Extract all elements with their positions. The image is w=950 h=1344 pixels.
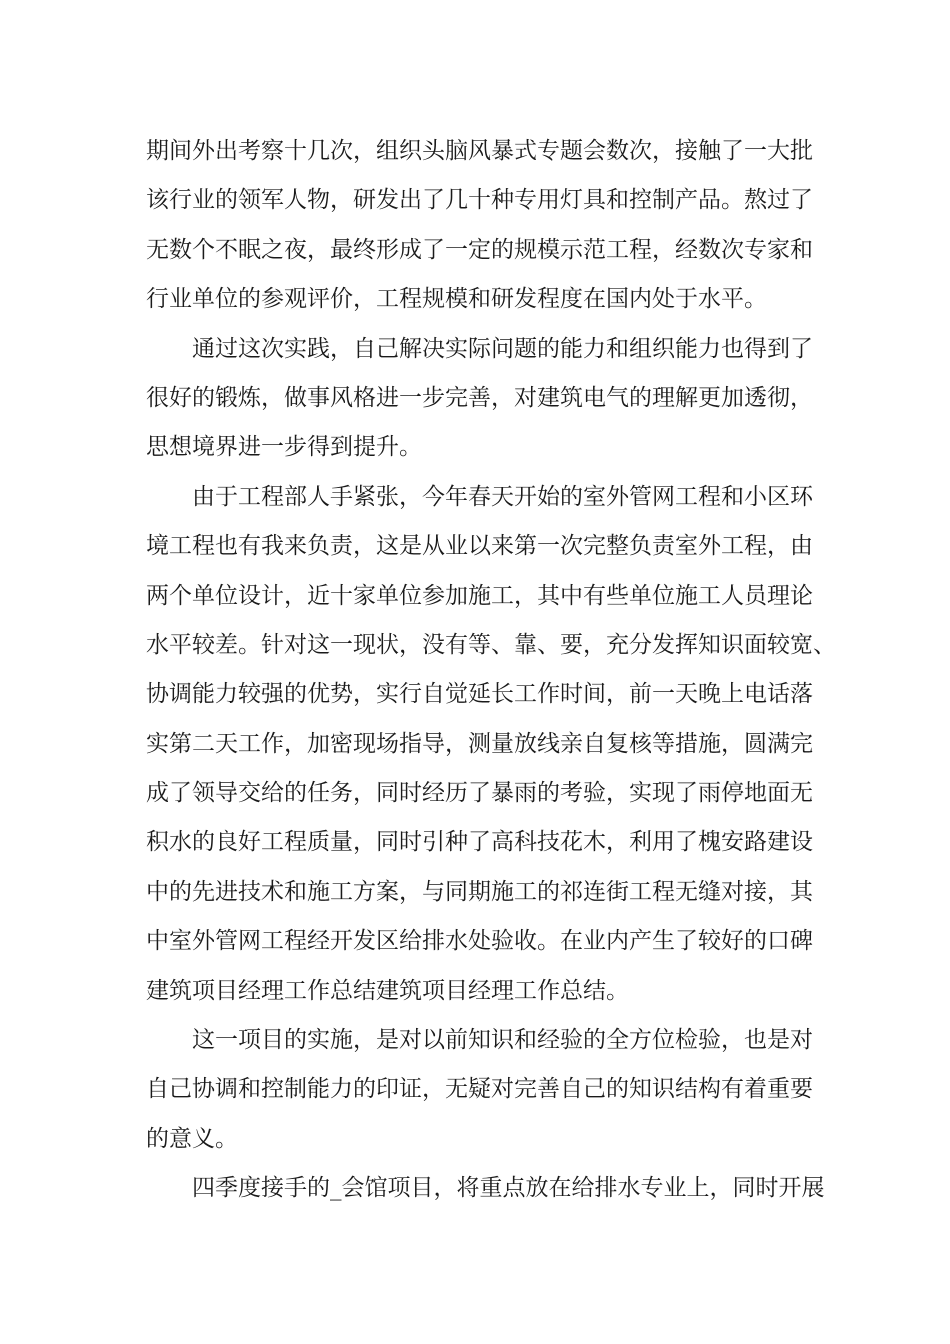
paragraph <box>146 127 846 325</box>
text-line: 的意义。 <box>146 1125 238 1152</box>
text-line: 该行业的领军人物，研发出了几十种专用灯具和控制产品。熬过了 <box>146 187 813 214</box>
text-line: 四季度接手的_会馆项目，将重点放在给排水专业上，同时开展 <box>192 1175 825 1202</box>
text-line: 思想境界进一步得到提升。 <box>146 434 422 461</box>
text-line: 中室外管网工程经开发区给排水处验收。在业内产生了较好的口碑 <box>146 928 813 955</box>
body-text <box>146 127 846 1214</box>
text-line: 两个单位设计，近十家单位参加施工，其中有些单位施工人员理论 <box>146 582 813 609</box>
text-line: 期间外出考察十几次，组织头脑风暴式专题会数次，接触了一大批 <box>146 138 813 164</box>
text-line: 实第二天工作，加密现场指导，测量放线亲自复核等措施，圆满完 <box>146 730 813 757</box>
paragraph <box>146 473 846 1016</box>
text-line: 中的先进技术和施工方案，与同期施工的祁连街工程无缝对接，其 <box>146 878 813 905</box>
text-line: 通过这次实践，自己解决实际问题的能力和组织能力也得到了 <box>192 335 813 362</box>
text-line: 协调能力较强的优势，实行自觉延长工作时间，前一天晚上电话落 <box>146 681 813 708</box>
text-line: 行业单位的参观评价，工程规模和研发程度在国内处于水平。 <box>146 286 767 313</box>
paragraph <box>146 1164 846 1213</box>
text-line: 建筑项目经理工作总结建筑项目经理工作总结。 <box>146 977 629 1004</box>
text-line: 境工程也有我来负责，这是从业以来第一次完整负责室外工程，由 <box>146 533 813 560</box>
text-line: 由于工程部人手紧张，今年春天开始的室外管网工程和小区环 <box>192 483 813 510</box>
text-line: 无数个不眠之夜，最终形成了一定的规模示范工程，经数次专家和 <box>146 236 813 263</box>
text-line: 积水的良好工程质量，同时引种了高科技花木，利用了槐安路建设 <box>146 829 813 856</box>
paragraph <box>146 325 846 473</box>
text-line: 自己协调和控制能力的印证，无疑对完善自己的知识结构有着重要 <box>146 1076 813 1103</box>
text-line: 很好的锻炼，做事风格进一步完善，对建筑电气的理解更加透彻， <box>146 384 813 411</box>
paragraph <box>146 1016 846 1164</box>
text-line: 水平较差。针对这一现状，没有等、靠、要，充分发挥知识面较宽、 <box>146 631 836 658</box>
text-line: 这一项目的实施，是对以前知识和经验的全方位检验，也是对 <box>192 1027 813 1054</box>
text-line: 成了领导交给的任务，同时经历了暴雨的考验，实现了雨停地面无 <box>146 780 813 807</box>
